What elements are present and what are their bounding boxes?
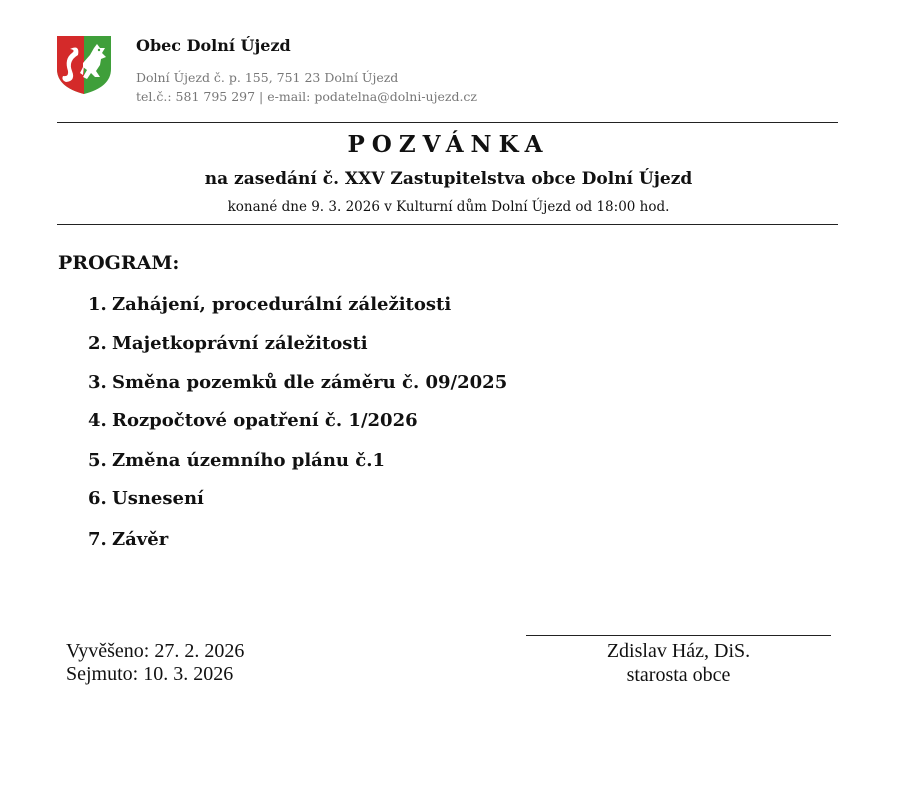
agenda-item-text: Změna územního plánu č.1 [112, 450, 386, 471]
agenda-item-number: 3. [88, 372, 107, 393]
header-divider-bottom [57, 224, 838, 225]
agenda-item-number: 6. [88, 488, 107, 509]
header-divider-top [57, 122, 838, 123]
agenda-item-number: 2. [88, 333, 107, 354]
signature-line [526, 635, 831, 636]
agenda-item-text: Zahájení, procedurální záležitosti [112, 294, 452, 315]
document-subtitle: na zasedání č. XXV Zastupitelstva obce Dolní Újezd [204, 169, 693, 189]
signer-role: starosta obce [626, 664, 731, 686]
removed-date: Sejmuto: 10. 3. 2026 [66, 663, 234, 685]
organization-name: Obec Dolní Újezd [136, 36, 291, 55]
agenda-item-number: 4. [88, 410, 107, 431]
meeting-info: konané dne 9. 3. 2026 v Kulturní dům Dolní Újezd od 18:00 hod. [227, 199, 670, 215]
agenda-item-text: Majetkoprávní záležitosti [112, 333, 368, 354]
agenda-item [88, 450, 385, 471]
signer-name: Zdislav Ház, DiS. [606, 640, 751, 662]
agenda-item [88, 410, 418, 431]
organization-address: Dolní Újezd č. p. 155, 751 23 Dolní Újezd [136, 70, 399, 85]
organization-contact: tel.č.: 581 795 297 | e-mail: podatelna@dolni-ujezd.cz [136, 89, 478, 104]
agenda-item-text: Usnesení [112, 488, 204, 509]
agenda-item [88, 488, 204, 509]
municipal-crest-icon [56, 35, 112, 95]
agenda-item-text: Rozpočtové opatření č. 1/2026 [112, 410, 418, 431]
agenda-item [88, 294, 451, 315]
agenda-item-text: Směna pozemků dle záměru č. 09/2025 [112, 372, 508, 393]
agenda-item [88, 333, 368, 354]
agenda-item-number: 7. [88, 529, 107, 550]
agenda-item-text: Závěr [112, 529, 169, 550]
agenda-item [88, 372, 507, 393]
agenda-item [88, 529, 168, 550]
agenda-item-number: 5. [88, 450, 107, 471]
posted-date: Vyvěšeno: 27. 2. 2026 [66, 640, 245, 662]
agenda-item-number: 1. [88, 294, 107, 315]
program-heading: PROGRAM: [58, 252, 180, 274]
document-title: POZVÁNKA [347, 131, 550, 158]
